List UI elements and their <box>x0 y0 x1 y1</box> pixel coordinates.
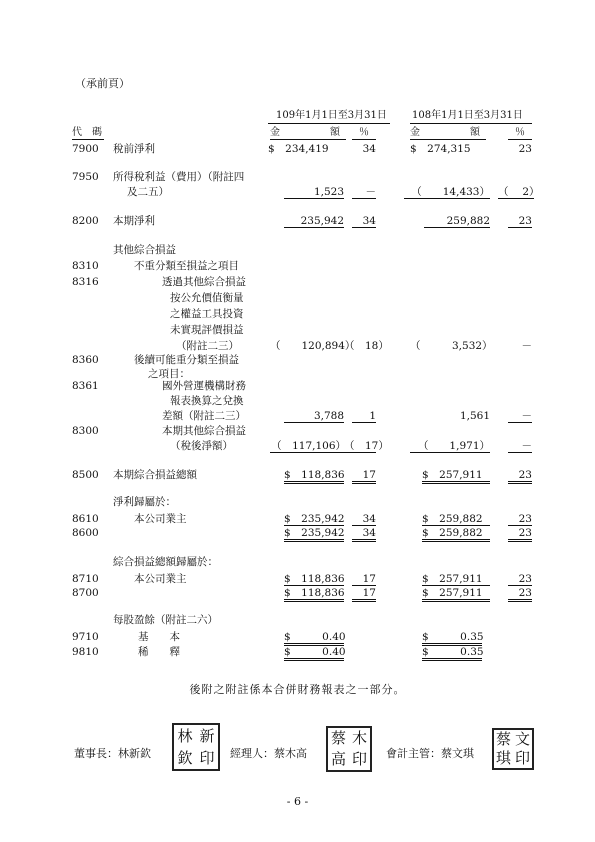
eps-prior: $ 0.35 <box>422 631 482 646</box>
row-code: 8500 <box>72 469 99 481</box>
row-item: 稀 釋 <box>138 646 180 658</box>
percent-current: 34 <box>362 513 376 525</box>
amount-current: $ 234,419 <box>268 143 329 155</box>
amount-prior: $ 259,882 <box>422 527 490 542</box>
row-item-cont: （附註二三） <box>176 340 239 352</box>
row-code: 8316 <box>72 276 99 288</box>
header-rule <box>410 123 532 124</box>
percent-prior: 23 <box>508 469 532 484</box>
row-item-cont: 之項目： <box>148 368 190 380</box>
amount-prior: $ 274,315 <box>410 143 471 155</box>
amount-current: $ 118,836 <box>284 587 344 602</box>
row-code: 7950 <box>72 171 99 183</box>
amount-header: 金 額 <box>270 127 346 140</box>
row-code: 8710 <box>72 573 99 585</box>
row-code: 8700 <box>72 587 99 599</box>
row-item: 基 本 <box>138 631 180 643</box>
subtotal-rule <box>284 585 344 586</box>
subtotal-rule <box>284 525 344 526</box>
row-code: 8361 <box>72 380 99 392</box>
percent-current: 17 <box>352 469 376 484</box>
amount-current: $ 118,836 <box>284 573 345 585</box>
percent-current: （ 17） <box>344 440 389 452</box>
percent-prior: － <box>521 340 532 352</box>
amount-header: 金 額 <box>410 127 486 140</box>
amount-current: （ 120,894） <box>270 340 356 352</box>
amount-prior: 1,561 <box>459 410 490 422</box>
row-item: 國外營運機構財務 <box>162 380 246 392</box>
row-code: 9710 <box>72 631 99 643</box>
row-item: 不重分類至損益之項目 <box>134 260 239 272</box>
percent-current: 17 <box>362 573 376 585</box>
row-code: 8610 <box>72 513 99 525</box>
row-item: 本公司業主 <box>134 573 187 585</box>
row-item: 本期其他綜合損益 <box>162 425 246 437</box>
row-item-cont: 之權益工具投資 <box>170 308 244 320</box>
amount-prior: （ 1,971） <box>410 440 490 453</box>
row-item-cont: 未實現評價損益 <box>170 324 244 336</box>
percent-current: 34 <box>352 527 376 542</box>
percent-current: （ 18） <box>344 340 389 352</box>
row-item: 稅前淨利 <box>113 143 155 155</box>
percent-prior: 23 <box>508 587 532 602</box>
subtotal-rule <box>422 525 490 526</box>
row-item: 透過其他綜合損益 <box>162 276 246 288</box>
code-header: 代 碼 <box>72 127 102 138</box>
row-item-cont: （稅後淨額） <box>170 440 233 452</box>
subtotal-rule <box>352 525 376 526</box>
row-code: 8310 <box>72 260 99 272</box>
section-heading: 其他綜合損益 <box>113 244 176 256</box>
manager-signature-caption: 經理人：蔡木高 <box>230 747 307 760</box>
amount-current: 1,523 <box>284 186 344 199</box>
percent-header: ％ <box>508 127 532 140</box>
row-item-cont: 報表換算之兌換 <box>170 395 244 407</box>
amount-prior: $ 257,911 <box>422 469 490 484</box>
row-item: 本期淨利 <box>113 215 155 227</box>
row-code: 8200 <box>72 215 99 227</box>
amount-prior: （ 14,433） <box>404 186 490 199</box>
subtotal-rule <box>352 585 376 586</box>
page-number: - 6 - <box>286 795 309 808</box>
accountant-seal: 蔡 文 琪 印 <box>492 728 534 770</box>
percent-prior: 23 <box>518 143 532 155</box>
row-item: 後續可能重分類至損益 <box>134 354 239 366</box>
eps-current: $ 0.40 <box>284 631 344 646</box>
percent-current: 17 <box>352 587 376 602</box>
row-code: 8300 <box>72 425 99 437</box>
row-item-cont: 按公允價值衡量 <box>170 292 244 304</box>
header-rule <box>268 123 390 124</box>
manager-seal: 蔡 木 高 印 <box>326 726 372 772</box>
subtotal-rule <box>422 585 490 586</box>
amount-prior: （ 3,532） <box>410 340 493 352</box>
chairman-signature-caption: 董事長：林新欽 <box>74 747 151 760</box>
amount-current: $ 118,836 <box>284 469 344 484</box>
section-heading: 每股盈餘（附註二六） <box>113 614 218 626</box>
row-item-cont: 及二五） <box>127 186 169 198</box>
amount-prior: $ 257,911 <box>422 573 483 585</box>
eps-prior: $ 0.35 <box>422 646 482 661</box>
period-header-2019: 108年1月1日至3月31日 <box>412 110 523 121</box>
percent-prior: （ 2） <box>498 186 540 198</box>
percent-prior: － <box>508 410 532 423</box>
row-code: 9810 <box>72 646 99 658</box>
row-code: 8600 <box>72 527 99 539</box>
amount-current: 235,942 <box>284 215 344 228</box>
percent-current: 1 <box>352 410 376 423</box>
amount-prior: $ 259,882 <box>422 513 483 525</box>
eps-current: $ 0.40 <box>284 646 344 661</box>
section-heading: 綜合損益總額歸屬於： <box>113 556 218 568</box>
subtotal-rule <box>508 525 532 526</box>
footnote: 後附之附註係本合併財務報表之一部分。 <box>189 683 406 696</box>
percent-prior: 23 <box>518 573 532 585</box>
amount-current: $ 235,942 <box>284 527 344 542</box>
amount-current: （ 117,106） <box>271 440 346 452</box>
subtotal-rule <box>508 585 532 586</box>
continued-label: （承前頁） <box>75 77 130 90</box>
row-item-cont: 差額（附註二三） <box>162 410 246 422</box>
amount-prior: 259,882 <box>424 215 490 228</box>
percent-prior: 23 <box>508 527 532 542</box>
percent-current: 34 <box>352 215 376 228</box>
section-heading: 淨利歸屬於： <box>113 496 176 508</box>
row-code: 7900 <box>72 143 99 155</box>
period-header-2020: 109年1月1日至3月31日 <box>276 110 387 121</box>
amount-current: 3,788 <box>284 410 344 423</box>
percent-prior: 23 <box>518 513 532 525</box>
row-item: 本期綜合損益總額 <box>113 469 197 481</box>
percent-current: 34 <box>362 143 376 155</box>
percent-header: ％ <box>352 127 376 140</box>
percent-current: － <box>352 186 376 199</box>
accountant-signature-caption: 會計主管：蔡文琪 <box>386 747 474 760</box>
row-code: 8360 <box>72 354 99 366</box>
percent-prior: － <box>508 440 532 453</box>
row-item: 所得稅利益（費用）（附註四 <box>113 171 245 183</box>
chairman-seal: 林 新 欽 印 <box>172 723 220 771</box>
amount-prior: $ 257,911 <box>422 587 490 602</box>
percent-prior: 23 <box>508 215 532 228</box>
amount-current: $ 235,942 <box>284 513 345 525</box>
row-item: 本公司業主 <box>134 513 187 525</box>
